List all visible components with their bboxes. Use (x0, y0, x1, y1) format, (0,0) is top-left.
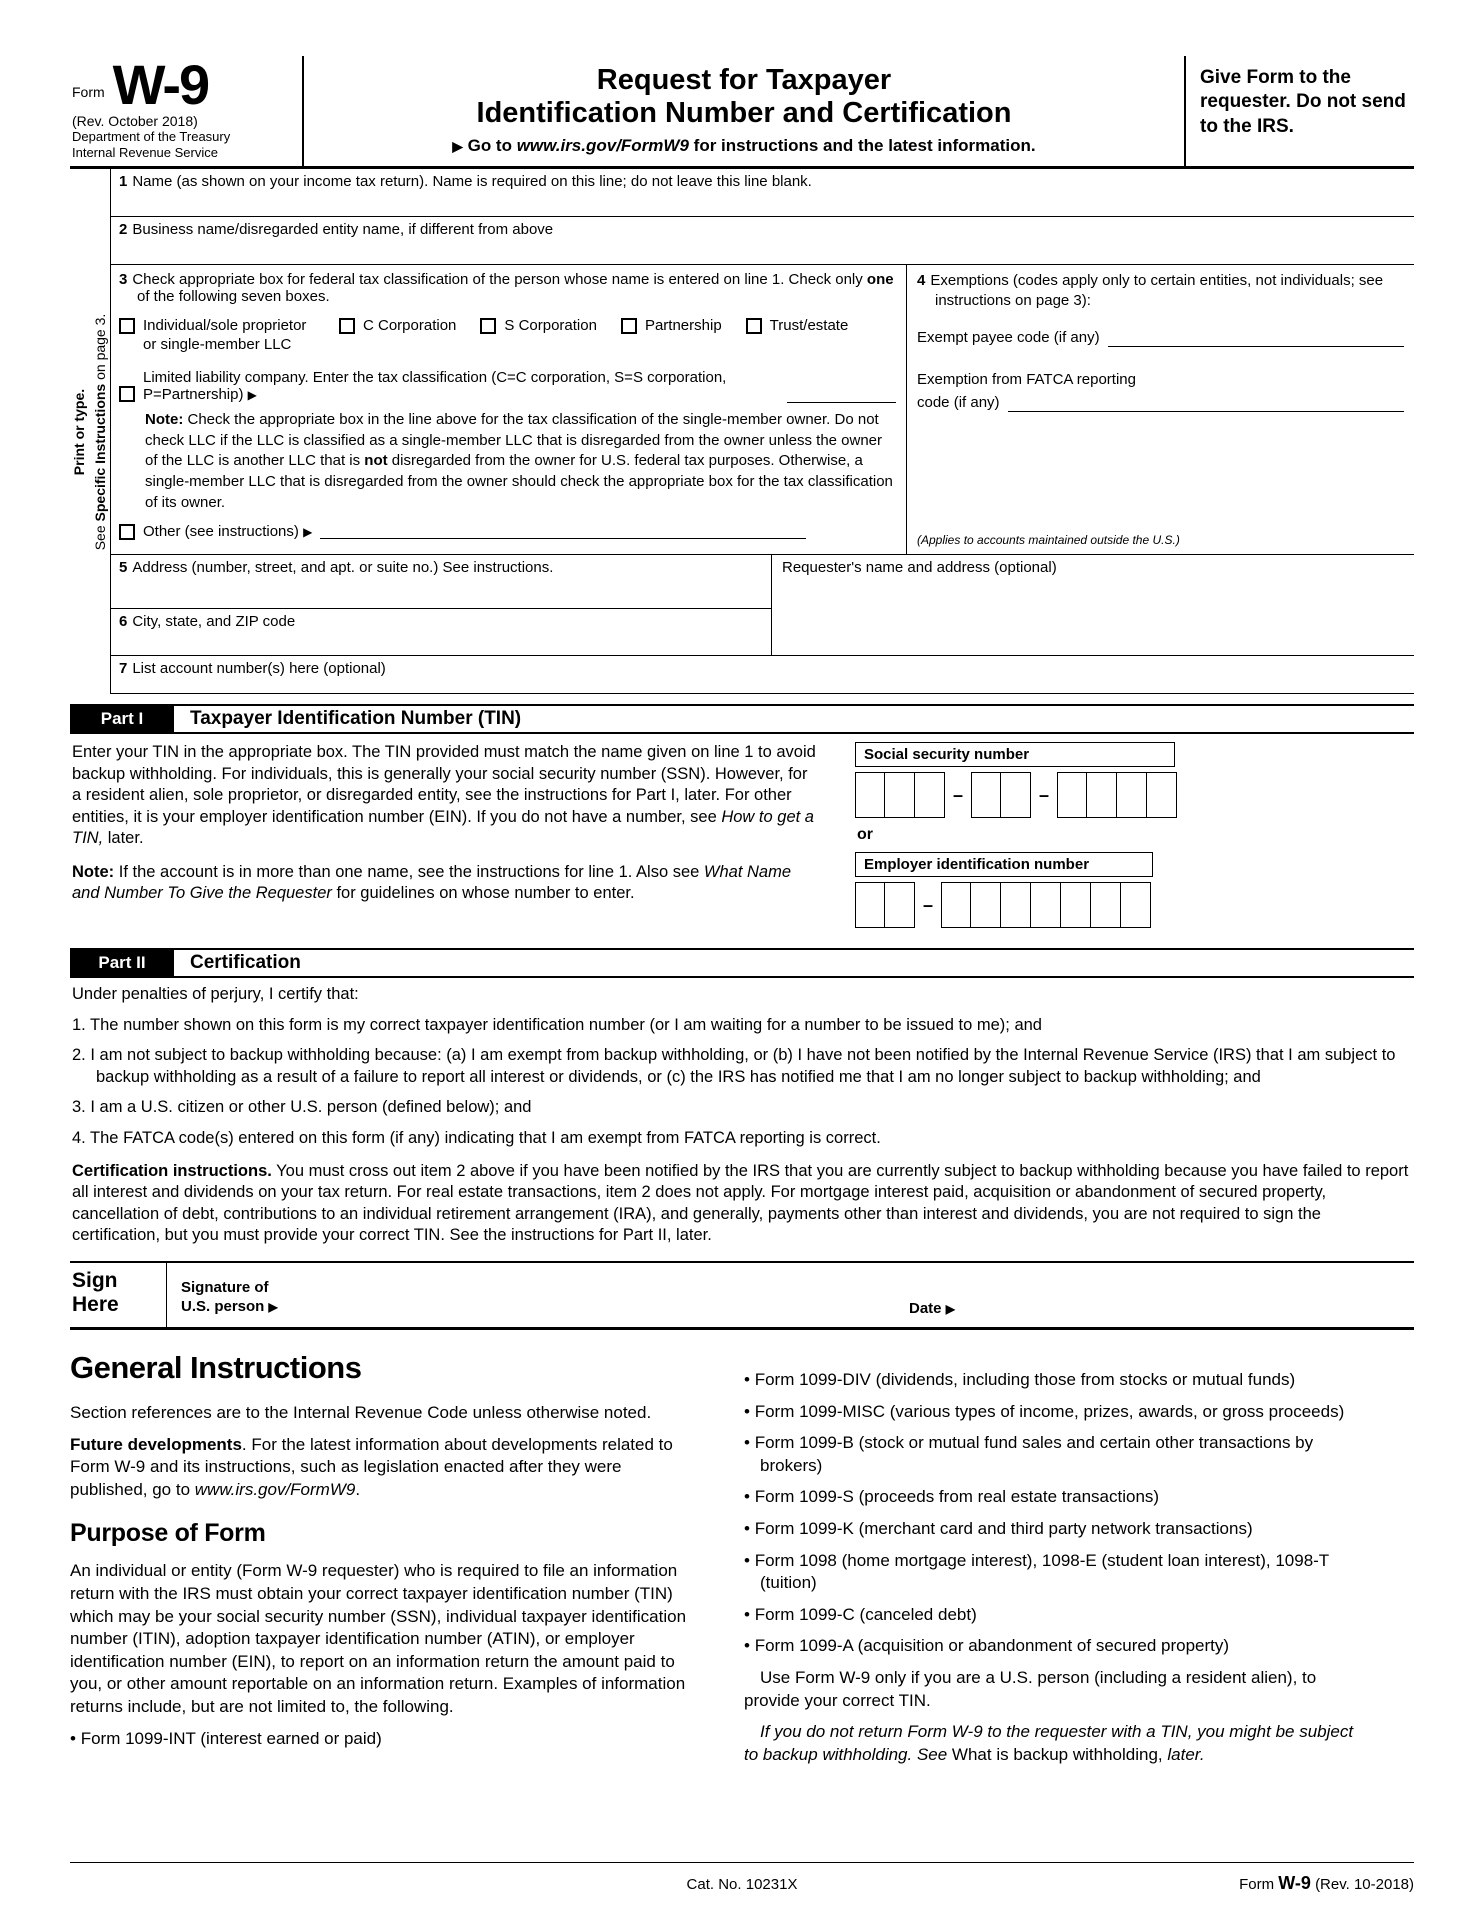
tin-boxes (855, 742, 1195, 928)
list-item: • Form 1098 (home mortgage interest), 1098-E (student loan interest), 1098-T (tuition) (744, 1550, 1329, 1593)
requester-box (771, 555, 1414, 655)
line4-number: 4 (917, 272, 926, 290)
ein-dash: – (922, 894, 933, 915)
section-references-paragraph: Section references are to the Internal Revenue Code unless otherwise noted. (70, 1402, 652, 1422)
other-description-input[interactable] (320, 525, 806, 539)
list-item: • Form 1099-S (proceeds from real estate transactions) (744, 1487, 1160, 1507)
part2-badge: Part II (70, 950, 174, 976)
address-city-column (111, 555, 771, 655)
form-revision: (Rev. October 2018) (72, 113, 198, 130)
future-developments-paragraph: Future developments. For the latest information about developments related to Form W-9 and its instructions, such as legislation enacted after they were published, go to www.irs.gov/FormW9. (70, 1434, 673, 1499)
list-item: • Form 1099-A (acquisition or abandonment of secured property) (744, 1636, 1230, 1656)
name-input[interactable] (119, 190, 1406, 216)
form-identity-block (70, 53, 302, 166)
ssn-cell[interactable] (885, 772, 915, 818)
line6-label: 6 City, state, and ZIP code (119, 613, 296, 631)
line5-label: 5 Address (number, street, and apt. or suite no.) See instructions. (119, 559, 554, 577)
field-row-1 (111, 169, 1414, 217)
line3-label: 3 Check appropriate box for federal tax classification of the person whose name is entered on line 1. Check only one of the following seven boxes. (119, 271, 894, 306)
checkbox-partnership[interactable] (621, 318, 637, 334)
bullet-icon: • (744, 1636, 750, 1656)
goto-instructions: ▶ Go to www.irs.gov/FormW9 for instructions and the latest information. (452, 136, 1036, 156)
list-item: • Form 1099-DIV (dividends, including those from stocks or mutual funds) (744, 1369, 1296, 1389)
exemptions-label: 4 Exemptions (codes apply only to certain entities, not individuals; see instructions on page 3): (917, 272, 1384, 309)
list-item: • Form 1099-K (merchant card and third party network transactions) (744, 1519, 1253, 1539)
certification-item: 1. The number shown on this form is my correct taxpayer identification number (or I am waiting for a number to be issued to me); and (72, 1015, 1042, 1034)
footer-form-label: Form W-9 (Rev. 10-2018) (1239, 1873, 1414, 1893)
fatca-row-1 (917, 370, 1404, 390)
catalog-number: Cat. No. 10231X (686, 1876, 798, 1893)
checkbox-item-trust-estate (746, 317, 849, 355)
checkbox-item-individual (119, 317, 315, 355)
line5-number: 5 (119, 559, 128, 577)
ein-cell[interactable] (971, 882, 1001, 928)
part1-body (70, 734, 1414, 938)
fatca-row-2 (917, 393, 1404, 413)
ein-cell[interactable] (1001, 882, 1031, 928)
requester-input[interactable] (782, 576, 1404, 651)
field-row-5 (111, 555, 771, 609)
ssn-cell[interactable] (1057, 772, 1087, 818)
list-item: • Form 1099-INT (interest earned or paid) (70, 1728, 382, 1748)
checkbox-c-corporation[interactable] (339, 318, 355, 334)
exemptions-section (906, 265, 1414, 554)
bullet-icon: • (744, 1604, 750, 1624)
irs-url-link[interactable]: www.irs.gov/FormW9 (516, 136, 689, 156)
sidebar-vertical-text: Print or type. See Specific Instructions on page 3. (71, 313, 108, 551)
list-item: • Form 1099-MISC (various types of income, prizes, awards, or gross proceeds) (744, 1401, 1345, 1421)
checkbox-individual[interactable] (119, 318, 135, 334)
purpose-paragraph: An individual or entity (Form W-9 requester) who is required to file an information return with the IRS must obtain your correct taxpayer identification number (TIN) which may be your social security number (SSN), individual taxpayer identification number (ITIN), adoption taxpayer identification number (ATIN), or employer identification number (EIN), to report on an information return the amount paid to you, or other amount reportable on an information return. Examples of information returns include, but are not limited to, the following. (70, 1561, 687, 1717)
part1-header (70, 704, 1414, 734)
arrow-right-icon: ▶ (247, 387, 257, 402)
checkbox-item-c-corporation (339, 317, 456, 355)
ein-cell[interactable] (1121, 882, 1151, 928)
line7-label: 7 List account number(s) here (optional) (119, 660, 386, 678)
bullet-icon: • (744, 1433, 750, 1453)
llc-classification-input[interactable] (787, 389, 896, 403)
give-form-note: Give Form to the requester. Do not send to the IRS. (1200, 67, 1406, 137)
bullet-icon: • (744, 1487, 750, 1507)
line6-number: 6 (119, 613, 128, 631)
checkbox-item-partnership (621, 317, 722, 355)
ssn-cell[interactable] (915, 772, 945, 818)
checkbox-trust-estate[interactable] (746, 318, 762, 334)
ssn-cell[interactable] (855, 772, 885, 818)
checkbox-llc[interactable] (119, 386, 135, 402)
sign-here-label: Sign Here (72, 1268, 119, 1316)
checkbox-s-corporation-label: S Corporation (504, 317, 597, 335)
form-word: Form (72, 83, 105, 100)
print-or-type-sidebar (70, 169, 110, 694)
irs-url-link[interactable]: www.irs.gov/FormW9 (194, 1479, 356, 1499)
ssn-dash: – (952, 784, 963, 805)
signature-label: Signature of U.S. person ▶ (181, 1278, 278, 1316)
purpose-of-form-heading: Purpose of Form (70, 1519, 266, 1548)
part1-badge: Part I (70, 706, 174, 732)
exempt-payee-code-input[interactable] (1108, 333, 1404, 347)
part2-body (70, 978, 1414, 1246)
ein-label: Employer identification number (855, 852, 1153, 877)
ein-cell[interactable] (941, 882, 971, 928)
bullet-icon: • (744, 1519, 750, 1539)
fatca-label-line1: Exemption from FATCA reporting (917, 370, 1136, 388)
field-row-3-4 (111, 265, 1414, 555)
part2-title: Certification (190, 952, 301, 974)
fatca-code-input[interactable] (1008, 398, 1404, 412)
certification-intro: Under penalties of perjury, I certify that: (72, 985, 359, 1004)
field-row-5-6 (111, 555, 1414, 656)
signature-input[interactable] (278, 1293, 909, 1317)
instructions-left-column (70, 1350, 698, 1767)
list-item: • Form 1099-C (canceled debt) (744, 1604, 977, 1624)
page-footer (70, 1862, 1414, 1894)
field-row-6 (111, 609, 771, 655)
part1-note: Note: If the account is in more than one name, see the instructions for line 1. Also see What Name and Number To Give the Requester for guidelines on whose number to enter. (72, 862, 792, 902)
classification-checkbox-row (119, 317, 896, 355)
line1-label: 1 Name (as shown on your income tax return). Name is required on this line; do not leave this line blank. (119, 173, 812, 191)
checkbox-item-other (119, 523, 896, 540)
certification-items (72, 1015, 1412, 1149)
address-input[interactable] (119, 576, 763, 602)
form-title: Request for Taxpayer Identification Number and Certification (476, 64, 1012, 130)
ssn-cell[interactable] (1117, 772, 1147, 818)
checkbox-llc-label: Limited liability company. Enter the tax classification (C=C corporation, S=S corporation, P=Partnership) ▶ (143, 368, 727, 403)
checkbox-s-corporation[interactable] (480, 318, 496, 334)
checkbox-other-label: Other (see instructions) ▶ (143, 523, 313, 541)
bullet-icon: • (744, 1369, 750, 1389)
checkbox-partnership-label: Partnership (644, 317, 722, 335)
part2-header (70, 948, 1414, 978)
general-instructions-section (70, 1350, 1414, 1767)
date-area (909, 1293, 1414, 1317)
field-row-2 (111, 217, 1414, 265)
ein-cell[interactable] (885, 882, 915, 928)
date-input[interactable] (955, 1293, 1414, 1317)
ssn-cells (855, 772, 1195, 818)
ssn-cell[interactable] (971, 772, 1001, 818)
checkbox-item-llc (119, 369, 896, 403)
requester-label: Requester's name and address (optional) (782, 559, 1057, 577)
bullet-icon: • (744, 1401, 750, 1421)
line3-number: 3 (119, 271, 128, 289)
form-header (70, 53, 1414, 169)
form-fields (70, 169, 1414, 694)
ein-cell[interactable] (855, 882, 885, 928)
checkbox-trust-estate-label: Trust/estate (769, 317, 849, 335)
exempt-payee-label: Exempt payee code (if any) (917, 329, 1100, 347)
checkbox-individual-label: Individual/sole proprietor or single-member LLC (143, 317, 307, 354)
department-line-1: Department of the Treasury (72, 129, 231, 145)
arrow-right-icon: ▶ (452, 139, 463, 155)
bullet-icon: • (744, 1550, 750, 1570)
city-state-zip-input[interactable] (119, 630, 763, 656)
ssn-cell[interactable] (1087, 772, 1117, 818)
or-label: or (857, 826, 873, 844)
tax-classification-section (111, 265, 906, 554)
general-instructions-heading: General Instructions (70, 1349, 362, 1385)
ssn-cell[interactable] (1147, 772, 1177, 818)
ssn-label: Social security number (855, 742, 1175, 767)
fatca-label-line2: code (if any) (917, 394, 1000, 412)
llc-note: Note: Check the appropriate box in the line above for the tax classification of the single-member owner. Do not check LLC if the LLC is classified as a single-member LLC that is disregarded from the owner unless the owner of the LLC is another LLC that is not disregarded from the owner for U.S. federal tax purposes. Otherwise, a single-member LLC that is disregarded from the owner should check the appropriate box for the tax classification of its owner. (145, 410, 893, 511)
certification-instructions: Certification instructions. You must cross out item 2 above if you have been notified by the IRS that you are currently subject to backup withholding because you have failed to report all interest and dividends on your tax return. For real estate transactions, item 2 does not apply. For mortgage interest paid, acquisition or abandonment of secured property, cancellation of debt, contributions to an individual retirement arrangement (IRA), and generally, payments other than interest and dividends, you are not required to sign the certification, but you must provide your correct TIN. See the instructions for Part II, later. (72, 1161, 1409, 1245)
backup-withholding-paragraph: If you do not return Form W-9 to the requester with a TIN, you might be subject to backup withholding. See What is backup withholding, later. (744, 1722, 1354, 1764)
department-line-2: Internal Revenue Service (72, 144, 218, 160)
account-numbers-input[interactable] (119, 677, 1406, 693)
arrow-right-icon: ▶ (945, 1301, 955, 1316)
ssn-dash: – (1038, 784, 1049, 805)
arrow-right-icon: ▶ (268, 1300, 278, 1315)
part1-paragraph: Enter your TIN in the appropriate box. The TIN provided must match the name given on line 1 to avoid backup withholding. For individuals, this is generally your social security number (SSN). However, for a resident alien, sole proprietor, or disregarded entity, see the instructions for Part I, later. For other entities, it is your employer identification number (EIN). If you do not have a number, see How to get a TIN, later. (72, 743, 816, 848)
form-number: W-9 (112, 53, 209, 116)
line2-label: 2 Business name/disregarded entity name, if different from above (119, 221, 554, 239)
sign-here-section (70, 1261, 1414, 1330)
part1-title: Taxpayer Identification Number (TIN) (190, 708, 522, 730)
business-name-input[interactable] (119, 238, 1406, 264)
line2-number: 2 (119, 221, 128, 239)
line1-number: 1 (119, 173, 128, 191)
field-row-7 (111, 656, 1414, 694)
instructions-right-column (744, 1350, 1364, 1767)
ein-cell[interactable] (1061, 882, 1091, 928)
part1-instructions (72, 742, 817, 928)
arrow-right-icon: ▶ (303, 525, 313, 540)
checkbox-item-s-corporation (480, 317, 597, 355)
applies-note: (Applies to accounts maintained outside the U.S.) (917, 532, 1180, 547)
signature-area (166, 1263, 1414, 1327)
ein-cell[interactable] (1031, 882, 1061, 928)
form-title-block (302, 56, 1186, 166)
certification-item: 3. I am a U.S. citizen or other U.S. person (defined below); and (72, 1098, 532, 1117)
list-item: • Form 1099-B (stock or mutual fund sales and certain other transactions by brokers) (744, 1433, 1314, 1475)
date-label: Date ▶ (909, 1299, 955, 1317)
checkbox-c-corporation-label: C Corporation (363, 317, 457, 335)
line7-number: 7 (119, 660, 128, 678)
ein-cells (855, 882, 1195, 928)
certification-item: 2. I am not subject to backup withholding because: (a) I am exempt from backup withholding, or (b) I have not been notified by the Internal Revenue Service (IRS) that I am subject to backup withholding as a result of a failure to report all interest or dividends, or (c) the IRS has notified me that I am no longer subject to backup withholding; and (72, 1046, 1396, 1086)
certification-item: 4. The FATCA code(s) entered on this form (if any) indicating that I am exempt from FATCA reporting is correct. (72, 1128, 881, 1147)
exempt-payee-row (917, 328, 1404, 348)
use-form-paragraph: Use Form W-9 only if you are a U.S. person (including a resident alien), to provide your correct TIN. (744, 1668, 1317, 1710)
bullet-icon: • (70, 1728, 76, 1748)
ein-cell[interactable] (1091, 882, 1121, 928)
checkbox-other[interactable] (119, 524, 135, 540)
ssn-cell[interactable] (1001, 772, 1031, 818)
